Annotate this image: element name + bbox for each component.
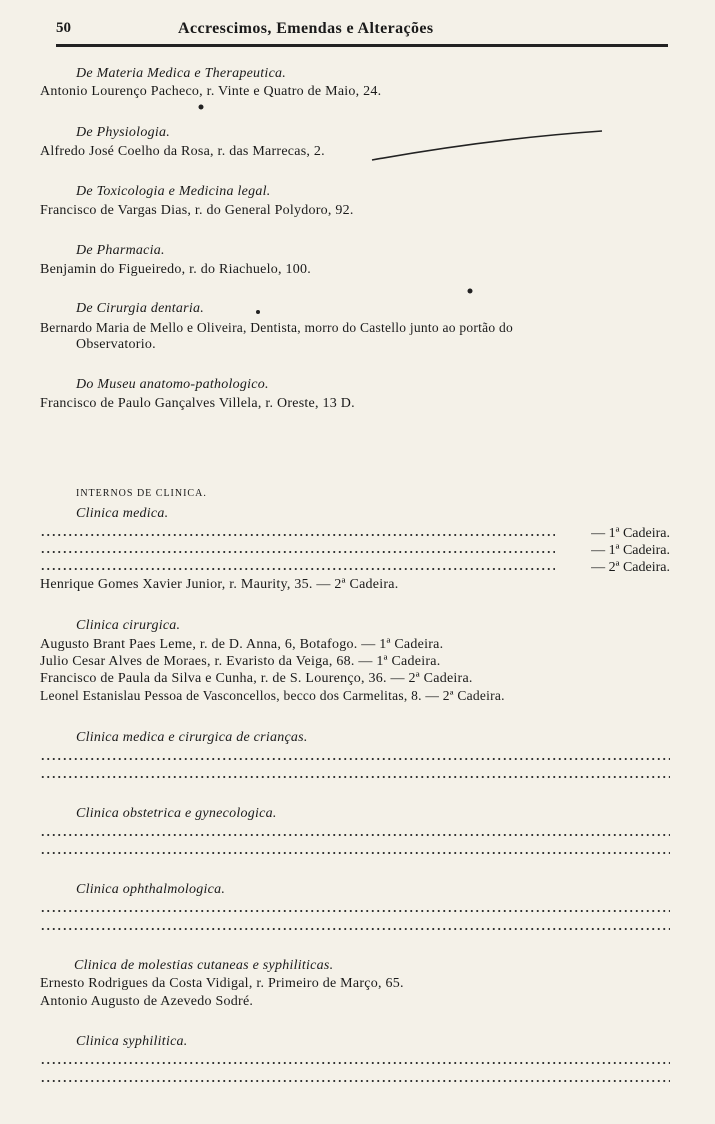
page-title: Accrescimos, Emendas e Alterações	[178, 20, 434, 37]
section-heading-museu: Do Museu anatomo-pathologico.	[76, 377, 269, 392]
entry-materia-medica: Antonio Lourenço Pacheco, r. Vinte e Quatro de Maio, 24.	[40, 84, 382, 99]
section-heading-materia-medica: De Materia Medica e Therapeutica.	[76, 66, 287, 81]
entry-clinica-cirurgica: Augusto Brant Paes Leme, r. de D. Anna, 6, Botafogo. — 1ª Cadeira.	[40, 637, 444, 652]
clinica-cutaneas-heading: Clinica de molestias cutaneas e syphiliticas.	[74, 958, 334, 973]
cadeira-label: — 1ª Cadeira.	[591, 526, 670, 541]
clinica-cirurgica-heading: Clinica cirurgica.	[76, 618, 181, 633]
internos-heading: INTERNOS DE CLINICA.	[76, 488, 207, 499]
cadeira-label: — 1ª Cadeira.	[591, 543, 670, 558]
section-heading-physiologia: De Physiologia.	[76, 125, 170, 140]
section-heading-pharmacia: De Pharmacia.	[76, 243, 165, 258]
entry-cirurgia-dentaria-line1: Bernardo Maria de Mello e Oliveira, Dentista, morro do Castello junto ao portão do	[40, 320, 514, 335]
clinica-syphilitica-heading: Clinica syphilitica.	[76, 1034, 188, 1049]
page-number: 50	[56, 20, 71, 36]
entry-clinica-cirurgica: Leonel Estanislau Pessoa de Vasconcellos, becco dos Carmelitas, 8. — 2ª Cadeira.	[40, 688, 505, 703]
cadeira-label: — 2ª Cadeira.	[591, 560, 670, 575]
clinica-ophthalmologica-heading: Clinica ophthalmologica.	[76, 882, 226, 897]
entry-toxicologia: Francisco de Vargas Dias, r. do General Polydoro, 92.	[40, 203, 354, 218]
entry-clinica-cirurgica: Julio Cesar Alves de Moraes, r. Evaristo da Veiga, 68. — 1ª Cadeira.	[40, 654, 441, 669]
entry-museu: Francisco de Paulo Gançalves Villela, r. Oreste, 13 D.	[40, 396, 355, 411]
clinica-obstetrica-heading: Clinica obstetrica e gynecologica.	[76, 806, 277, 821]
entry-physiologia: Alfredo José Coelho da Rosa, r. das Marrecas, 2.	[40, 144, 325, 159]
clinica-medica-heading: Clinica medica.	[76, 506, 169, 521]
entry-clinica-cutaneas: Antonio Augusto de Azevedo Sodré.	[40, 994, 254, 1009]
entry-clinica-cutaneas: Ernesto Rodrigues da Costa Vidigal, r. Primeiro de Março, 65.	[40, 976, 404, 991]
entry-clinica-medica: Henrique Gomes Xavier Junior, r. Maurity, 35. — 2ª Cadeira.	[40, 577, 399, 592]
clinica-criancas-heading: Clinica medica e cirurgica de crianças.	[76, 730, 308, 745]
entry-clinica-cirurgica: Francisco de Paula da Silva e Cunha, r. de S. Lourenço, 36. — 2ª Cadeira.	[40, 671, 473, 686]
section-heading-cirurgia-dentaria: De Cirurgia dentaria.	[76, 301, 205, 316]
section-heading-toxicologia: De Toxicologia e Medicina legal.	[76, 184, 271, 199]
entry-cirurgia-dentaria-line2: Observatorio.	[76, 337, 156, 352]
entry-pharmacia: Benjamin do Figueiredo, r. do Riachuelo, 100.	[40, 262, 311, 277]
